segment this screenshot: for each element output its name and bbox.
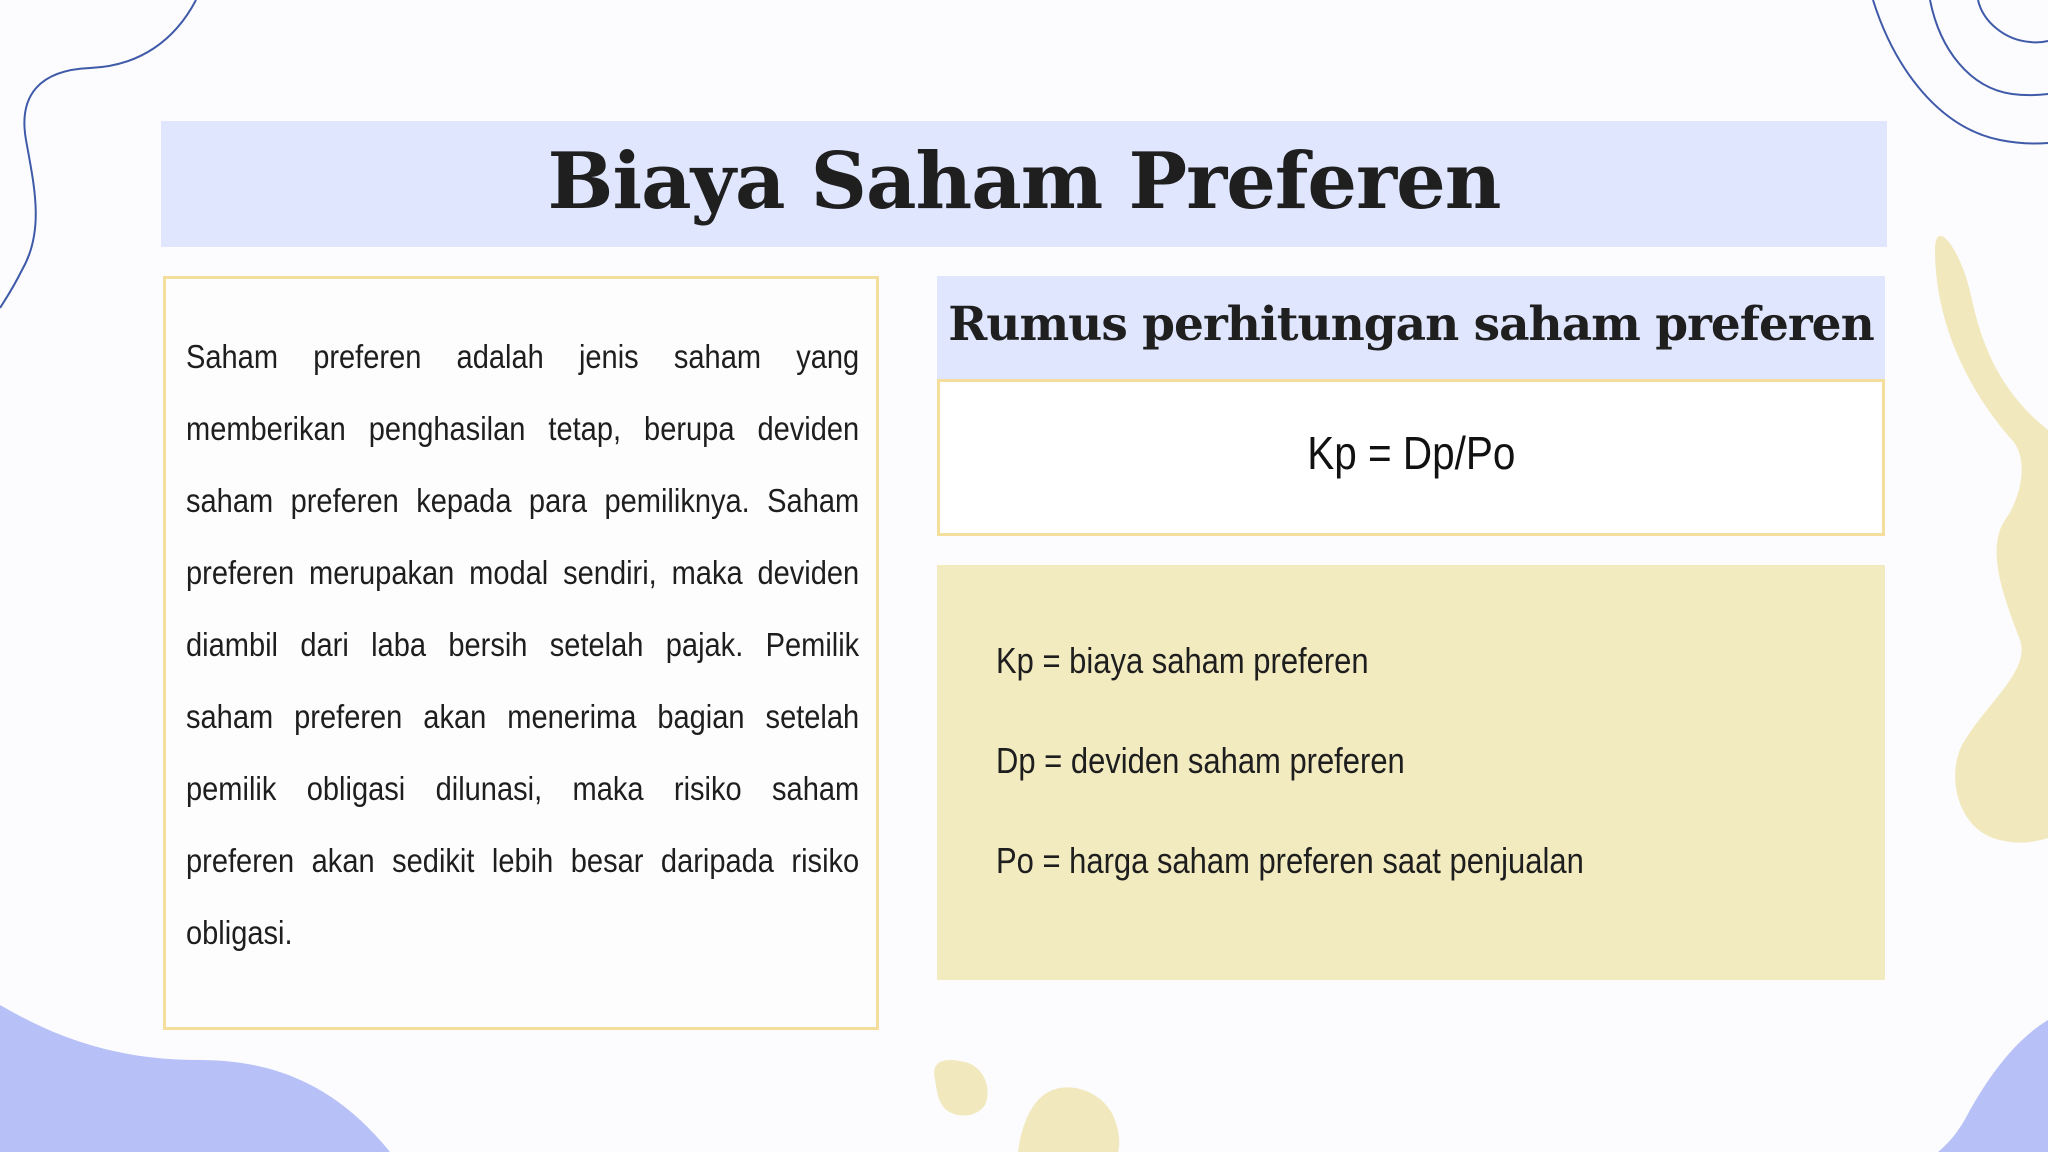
formula-heading: Rumus perhitungan saham preferen bbox=[948, 296, 1874, 352]
yellow-blob-medium bbox=[1018, 1087, 1119, 1152]
blue-blob-bottom-right bbox=[1938, 1020, 2048, 1152]
title-band bbox=[161, 121, 1887, 247]
legend-item-po: Po = harga saham preferen saat penjualan bbox=[996, 840, 1584, 881]
description-box bbox=[163, 276, 879, 1030]
legend-item-dp: Dp = deviden saham preferen bbox=[996, 740, 1405, 781]
slide-title: Biaya Saham Preferen bbox=[547, 135, 1501, 227]
yellow-blob-small bbox=[934, 1060, 987, 1116]
formula-box bbox=[937, 379, 1885, 536]
formula-heading-band bbox=[937, 276, 1885, 380]
yellow-blob-right bbox=[1935, 236, 2048, 843]
legend-item-kp: Kp = biaya saham preferen bbox=[996, 640, 1369, 681]
description-text: Saham preferen adalah jenis saham yang memberikan penghasilan tetap, berupa deviden saham preferen kepada para pemiliknya. Saham preferen merupakan modal sendiri, maka deviden diambil dari laba bersih setelah pajak. Pemilik saham preferen akan menerima bagian setelah pemilik obligasi dilunasi, maka risiko saham preferen akan sedikit lebih besar daripada risiko obligasi. bbox=[186, 338, 860, 951]
contour-lines-top-right bbox=[1873, 0, 2048, 144]
formula-expression: Kp = Dp/Po bbox=[1306, 426, 1516, 479]
legend-box bbox=[937, 565, 1885, 980]
